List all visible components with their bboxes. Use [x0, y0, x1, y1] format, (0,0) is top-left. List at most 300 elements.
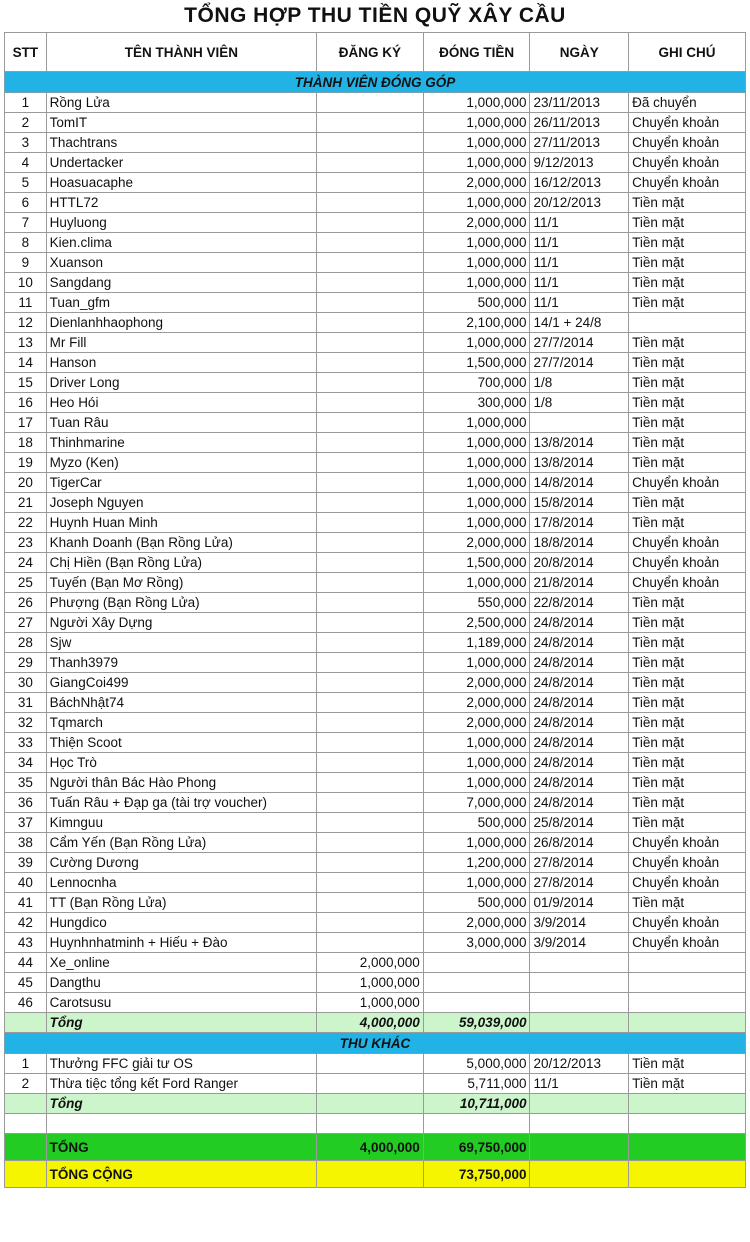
overall-total-row: [5, 1161, 746, 1188]
table-row: [5, 653, 746, 673]
row-ngay: 11/1: [530, 1074, 629, 1094]
blank-cell: [423, 1114, 530, 1134]
row-stt: 8: [5, 233, 47, 253]
section-label: THÀNH VIÊN ĐÓNG GÓP: [5, 72, 746, 93]
row-dong-tien: 2,000,000: [423, 673, 530, 693]
row-stt: 38: [5, 833, 47, 853]
row-ngay: 13/8/2014: [530, 453, 629, 473]
row-ghi-chu: Tiền mặt: [629, 693, 746, 713]
blank-cell: [530, 1114, 629, 1134]
row-stt: 44: [5, 953, 47, 973]
row-dong-tien: 1,000,000: [423, 473, 530, 493]
row-ghi-chu: Tiền mặt: [629, 413, 746, 433]
row-ghi-chu: [629, 993, 746, 1013]
blank-cell: [46, 1114, 316, 1134]
row-ghi-chu: Tiền mặt: [629, 1054, 746, 1074]
row-ghi-chu: [629, 313, 746, 333]
table-row: [5, 313, 746, 333]
row-name: Hungdico: [46, 913, 316, 933]
row-ngay: 21/8/2014: [530, 573, 629, 593]
row-ngay: 17/8/2014: [530, 513, 629, 533]
table-row: [5, 853, 746, 873]
section-header-other: [5, 1033, 746, 1054]
row-dang-ky: [317, 273, 424, 293]
row-name: Thưởng FFC giải tư OS: [46, 1054, 316, 1074]
row-dang-ky: [317, 693, 424, 713]
row-name: Dienlanhhaophong: [46, 313, 316, 333]
table-row: [5, 253, 746, 273]
row-stt: 28: [5, 633, 47, 653]
row-dong-tien: 2,000,000: [423, 213, 530, 233]
row-dong-tien: 1,000,000: [423, 113, 530, 133]
table-row: [5, 553, 746, 573]
row-ngay: 24/8/2014: [530, 753, 629, 773]
row-ghi-chu: Tiền mặt: [629, 733, 746, 753]
row-ngay: 24/8/2014: [530, 613, 629, 633]
row-dang-ky: [317, 313, 424, 333]
row-name: Cường Dương: [46, 853, 316, 873]
row-ngay: 16/12/2013: [530, 173, 629, 193]
row-ngay: 27/7/2014: [530, 353, 629, 373]
row-ghi-chu: Chuyển khoản: [629, 533, 746, 553]
row-ngay: 24/8/2014: [530, 633, 629, 653]
row-ghi-chu: Tiền mặt: [629, 253, 746, 273]
row-stt: 1: [5, 1054, 47, 1074]
page-title: TỔNG HỢP THU TIỀN QUỸ XÂY CẦU: [184, 4, 566, 27]
row-stt: 14: [5, 353, 47, 373]
row-stt: 20: [5, 473, 47, 493]
table-row: [5, 153, 746, 173]
row-dang-ky: [317, 333, 424, 353]
row-stt: 4: [5, 153, 47, 173]
row-dong-tien: 1,500,000: [423, 553, 530, 573]
row-ngay: 1/8: [530, 393, 629, 413]
row-ngay: 24/8/2014: [530, 773, 629, 793]
row-dong-tien: 1,000,000: [423, 773, 530, 793]
table-row: [5, 1074, 746, 1094]
table-row: [5, 133, 746, 153]
table-row: [5, 93, 746, 113]
total-ngay: [530, 1161, 629, 1188]
row-dong-tien: 2,000,000: [423, 693, 530, 713]
row-dang-ky: [317, 573, 424, 593]
row-dang-ky: [317, 393, 424, 413]
row-dang-ky: [317, 553, 424, 573]
row-dang-ky: [317, 513, 424, 533]
row-ngay: 1/8: [530, 373, 629, 393]
row-stt: 5: [5, 173, 47, 193]
table-row: [5, 473, 746, 493]
row-name: Heo Hói: [46, 393, 316, 413]
row-ngay: 27/8/2014: [530, 853, 629, 873]
row-dong-tien: 7,000,000: [423, 793, 530, 813]
row-stt: 45: [5, 973, 47, 993]
row-dang-ky: [317, 293, 424, 313]
table-row: [5, 673, 746, 693]
row-name: Người thân Bác Hào Phong: [46, 773, 316, 793]
row-name: Lennocnha: [46, 873, 316, 893]
row-ngay: 20/12/2013: [530, 193, 629, 213]
table-row: [5, 833, 746, 853]
row-name: Huynh Huan Minh: [46, 513, 316, 533]
row-dang-ky: [317, 533, 424, 553]
row-stt: 41: [5, 893, 47, 913]
row-name: TomIT: [46, 113, 316, 133]
row-ghi-chu: Chuyển khoản: [629, 113, 746, 133]
row-stt: 11: [5, 293, 47, 313]
row-name: Rồng Lửa: [46, 93, 316, 113]
row-ghi-chu: Tiền mặt: [629, 433, 746, 453]
row-dong-tien: 700,000: [423, 373, 530, 393]
row-dang-ky: [317, 673, 424, 693]
row-dang-ky: [317, 153, 424, 173]
row-dang-ky: [317, 873, 424, 893]
row-ngay: 24/8/2014: [530, 673, 629, 693]
row-name: Kien.clima: [46, 233, 316, 253]
total-dang-ky: [317, 1094, 424, 1114]
row-ghi-chu: Chuyển khoản: [629, 133, 746, 153]
row-ghi-chu: Chuyển khoản: [629, 873, 746, 893]
row-dong-tien: 2,000,000: [423, 913, 530, 933]
total-ngay: [530, 1094, 629, 1114]
row-dang-ky: [317, 1054, 424, 1074]
row-dang-ky: [317, 473, 424, 493]
row-dang-ky: 2,000,000: [317, 953, 424, 973]
row-dong-tien: 2,500,000: [423, 613, 530, 633]
row-stt: 16: [5, 393, 47, 413]
row-dang-ky: [317, 913, 424, 933]
row-stt: 13: [5, 333, 47, 353]
header-name: TÊN THÀNH VIÊN: [46, 33, 316, 72]
row-dong-tien: 1,000,000: [423, 433, 530, 453]
row-dong-tien: 2,000,000: [423, 533, 530, 553]
row-ngay: 11/1: [530, 253, 629, 273]
header-dang-ky: ĐĂNG KÝ: [317, 33, 424, 72]
row-stt: 1: [5, 93, 47, 113]
row-dong-tien: [423, 993, 530, 1013]
row-name: Tuấn Râu + Đạp ga (tài trợ voucher): [46, 793, 316, 813]
row-dong-tien: 1,000,000: [423, 133, 530, 153]
row-dong-tien: 1,000,000: [423, 253, 530, 273]
row-stt: 25: [5, 573, 47, 593]
table-row: [5, 873, 746, 893]
row-dang-ky: [317, 793, 424, 813]
row-ngay: 13/8/2014: [530, 433, 629, 453]
total-dang-ky: 4,000,000: [317, 1134, 424, 1161]
table-row: [5, 193, 746, 213]
row-ghi-chu: Tiền mặt: [629, 353, 746, 373]
row-name: TigerCar: [46, 473, 316, 493]
row-dong-tien: 500,000: [423, 813, 530, 833]
table-row: [5, 573, 746, 593]
row-ghi-chu: Tiền mặt: [629, 493, 746, 513]
row-name: Chị Hiền (Bạn Rồng Lửa): [46, 553, 316, 573]
row-dang-ky: [317, 613, 424, 633]
row-stt: 18: [5, 433, 47, 453]
row-stt: 3: [5, 133, 47, 153]
row-ghi-chu: [629, 973, 746, 993]
table-row: [5, 233, 746, 253]
row-name: Thiện Scoot: [46, 733, 316, 753]
table-row: [5, 993, 746, 1013]
row-ngay: [530, 973, 629, 993]
row-dang-ky: [317, 113, 424, 133]
total-dong-tien: 73,750,000: [423, 1161, 530, 1188]
row-stt: 15: [5, 373, 47, 393]
total-ghi-chu: [629, 1094, 746, 1114]
row-dang-ky: [317, 753, 424, 773]
row-dang-ky: [317, 1074, 424, 1094]
row-dong-tien: 1,000,000: [423, 233, 530, 253]
row-ngay: 26/11/2013: [530, 113, 629, 133]
row-ngay: 3/9/2014: [530, 913, 629, 933]
row-stt: 37: [5, 813, 47, 833]
row-stt: 27: [5, 613, 47, 633]
row-ngay: [530, 953, 629, 973]
row-stt: 7: [5, 213, 47, 233]
table-row: [5, 773, 746, 793]
total-ngay: [530, 1134, 629, 1161]
row-stt: 42: [5, 913, 47, 933]
row-ngay: 3/9/2014: [530, 933, 629, 953]
subtotal-row-members: [5, 1013, 746, 1033]
table-row: [5, 933, 746, 953]
row-ghi-chu: Tiền mặt: [629, 893, 746, 913]
row-ngay: 23/11/2013: [530, 93, 629, 113]
row-name: Dangthu: [46, 973, 316, 993]
row-name: Huynhnhatminh + Hiếu + Đào: [46, 933, 316, 953]
row-dong-tien: 1,500,000: [423, 353, 530, 373]
row-dong-tien: 500,000: [423, 293, 530, 313]
blank-cell: [629, 1114, 746, 1134]
row-dong-tien: 1,000,000: [423, 873, 530, 893]
row-dong-tien: 1,200,000: [423, 853, 530, 873]
subtotal-row-other: [5, 1094, 746, 1114]
row-dang-ky: [317, 93, 424, 113]
row-name: Phượng (Bạn Rồng Lửa): [46, 593, 316, 613]
row-dang-ky: [317, 653, 424, 673]
row-name: Thanh3979: [46, 653, 316, 673]
row-stt: 33: [5, 733, 47, 753]
total-dang-ky: [317, 1161, 424, 1188]
row-dang-ky: [317, 373, 424, 393]
row-name: HTTL72: [46, 193, 316, 213]
row-stt: 39: [5, 853, 47, 873]
total-stt: [5, 1134, 47, 1161]
total-ngay: [530, 1013, 629, 1033]
blank-cell: [317, 1114, 424, 1134]
row-dang-ky: [317, 893, 424, 913]
row-stt: 35: [5, 773, 47, 793]
row-stt: 29: [5, 653, 47, 673]
row-dong-tien: 1,000,000: [423, 153, 530, 173]
row-dang-ky: [317, 633, 424, 653]
row-dang-ky: [317, 193, 424, 213]
total-ghi-chu: [629, 1134, 746, 1161]
row-name: Sjw: [46, 633, 316, 653]
table-row: [5, 293, 746, 313]
row-stt: 10: [5, 273, 47, 293]
row-dong-tien: 1,000,000: [423, 493, 530, 513]
row-dang-ky: [317, 493, 424, 513]
row-dong-tien: 1,000,000: [423, 93, 530, 113]
table-row: [5, 393, 746, 413]
row-ngay: 18/8/2014: [530, 533, 629, 553]
table-row: [5, 1054, 746, 1074]
row-stt: 30: [5, 673, 47, 693]
row-dong-tien: 1,000,000: [423, 273, 530, 293]
table-row: [5, 373, 746, 393]
table-row: [5, 513, 746, 533]
row-stt: 23: [5, 533, 47, 553]
row-ghi-chu: Chuyển khoản: [629, 853, 746, 873]
row-name: Tqmarch: [46, 713, 316, 733]
row-ngay: 9/12/2013: [530, 153, 629, 173]
row-ghi-chu: Tiền mặt: [629, 333, 746, 353]
table-row: [5, 493, 746, 513]
table-row: [5, 633, 746, 653]
row-dang-ky: [317, 853, 424, 873]
row-name: BáchNhật74: [46, 693, 316, 713]
row-name: Driver Long: [46, 373, 316, 393]
row-name: Kimnguu: [46, 813, 316, 833]
row-ngay: 24/8/2014: [530, 693, 629, 713]
row-stt: 43: [5, 933, 47, 953]
row-stt: 34: [5, 753, 47, 773]
row-ghi-chu: Tiền mặt: [629, 773, 746, 793]
table-row: [5, 413, 746, 433]
table-row: [5, 453, 746, 473]
table-row: [5, 813, 746, 833]
row-dong-tien: 2,000,000: [423, 713, 530, 733]
row-name: Carotsusu: [46, 993, 316, 1013]
row-ghi-chu: Tiền mặt: [629, 273, 746, 293]
row-dong-tien: 300,000: [423, 393, 530, 413]
row-ngay: 11/1: [530, 273, 629, 293]
table-row: [5, 793, 746, 813]
row-dang-ky: [317, 353, 424, 373]
row-ngay: [530, 993, 629, 1013]
total-ghi-chu: [629, 1013, 746, 1033]
row-name: Tuyến (Bạn Mơ Rồng): [46, 573, 316, 593]
total-label: Tổng: [46, 1094, 316, 1114]
row-ngay: 27/8/2014: [530, 873, 629, 893]
row-ghi-chu: Tiền mặt: [629, 793, 746, 813]
row-ghi-chu: Chuyển khoản: [629, 473, 746, 493]
row-ghi-chu: Tiền mặt: [629, 633, 746, 653]
row-dang-ky: [317, 713, 424, 733]
row-ghi-chu: Tiền mặt: [629, 233, 746, 253]
row-name: GiangCoi499: [46, 673, 316, 693]
row-dang-ky: [317, 173, 424, 193]
row-ngay: 24/8/2014: [530, 793, 629, 813]
row-dang-ky: [317, 233, 424, 253]
row-dong-tien: 1,000,000: [423, 193, 530, 213]
row-dong-tien: 1,000,000: [423, 413, 530, 433]
row-name: Hanson: [46, 353, 316, 373]
total-dong-tien: 69,750,000: [423, 1134, 530, 1161]
row-ghi-chu: Chuyển khoản: [629, 173, 746, 193]
row-dong-tien: 1,000,000: [423, 653, 530, 673]
row-dong-tien: 1,000,000: [423, 753, 530, 773]
row-ghi-chu: Tiền mặt: [629, 193, 746, 213]
row-dang-ky: 1,000,000: [317, 973, 424, 993]
row-stt: 36: [5, 793, 47, 813]
total-label: TỔNG: [46, 1134, 316, 1161]
row-dong-tien: 2,000,000: [423, 173, 530, 193]
row-ngay: 24/8/2014: [530, 733, 629, 753]
table-row: [5, 333, 746, 353]
row-dang-ky: [317, 773, 424, 793]
table-row: [5, 173, 746, 193]
row-dang-ky: [317, 833, 424, 853]
row-ngay: 20/12/2013: [530, 1054, 629, 1074]
row-ngay: 22/8/2014: [530, 593, 629, 613]
row-name: TT (Bạn Rồng Lửa): [46, 893, 316, 913]
row-name: Thừa tiệc tổng kết Ford Ranger: [46, 1074, 316, 1094]
table-row: [5, 353, 746, 373]
header-dong-tien: ĐÓNG TIỀN: [423, 33, 530, 72]
table-row: [5, 593, 746, 613]
row-ghi-chu: Tiền mặt: [629, 293, 746, 313]
row-ghi-chu: Tiền mặt: [629, 713, 746, 733]
row-ghi-chu: Tiền mặt: [629, 1074, 746, 1094]
row-stt: 26: [5, 593, 47, 613]
row-ghi-chu: Chuyển khoản: [629, 833, 746, 853]
row-name: Xe_online: [46, 953, 316, 973]
row-dong-tien: 1,000,000: [423, 333, 530, 353]
row-name: Huyluong: [46, 213, 316, 233]
row-stt: 24: [5, 553, 47, 573]
table-row: [5, 613, 746, 633]
row-stt: 31: [5, 693, 47, 713]
row-dong-tien: 1,000,000: [423, 453, 530, 473]
row-ghi-chu: Chuyển khoản: [629, 933, 746, 953]
row-name: Hoasuacaphe: [46, 173, 316, 193]
row-ngay: 27/11/2013: [530, 133, 629, 153]
table-row: [5, 753, 746, 773]
table-row: [5, 113, 746, 133]
row-name: Undertacker: [46, 153, 316, 173]
row-name: Sangdang: [46, 273, 316, 293]
row-dang-ky: [317, 453, 424, 473]
row-dong-tien: 2,100,000: [423, 313, 530, 333]
row-stt: 46: [5, 993, 47, 1013]
row-dong-tien: 1,000,000: [423, 573, 530, 593]
row-name: Mr Fill: [46, 333, 316, 353]
row-ghi-chu: Tiền mặt: [629, 393, 746, 413]
row-ngay: 15/8/2014: [530, 493, 629, 513]
row-dong-tien: [423, 953, 530, 973]
row-name: Thachtrans: [46, 133, 316, 153]
row-ghi-chu: Tiền mặt: [629, 513, 746, 533]
total-stt: [5, 1013, 47, 1033]
section-label: THU KHÁC: [5, 1033, 746, 1054]
row-ghi-chu: Tiền mặt: [629, 673, 746, 693]
fund-table: [4, 32, 746, 1188]
row-stt: 40: [5, 873, 47, 893]
row-dang-ky: [317, 133, 424, 153]
grand-total-row: [5, 1134, 746, 1161]
row-dong-tien: 550,000: [423, 593, 530, 613]
row-ngay: 14/1 + 24/8: [530, 313, 629, 333]
total-dang-ky: 4,000,000: [317, 1013, 424, 1033]
row-ghi-chu: Tiền mặt: [629, 373, 746, 393]
table-row: [5, 953, 746, 973]
table-row: [5, 273, 746, 293]
row-ghi-chu: Chuyển khoản: [629, 573, 746, 593]
row-name: Học Trò: [46, 753, 316, 773]
